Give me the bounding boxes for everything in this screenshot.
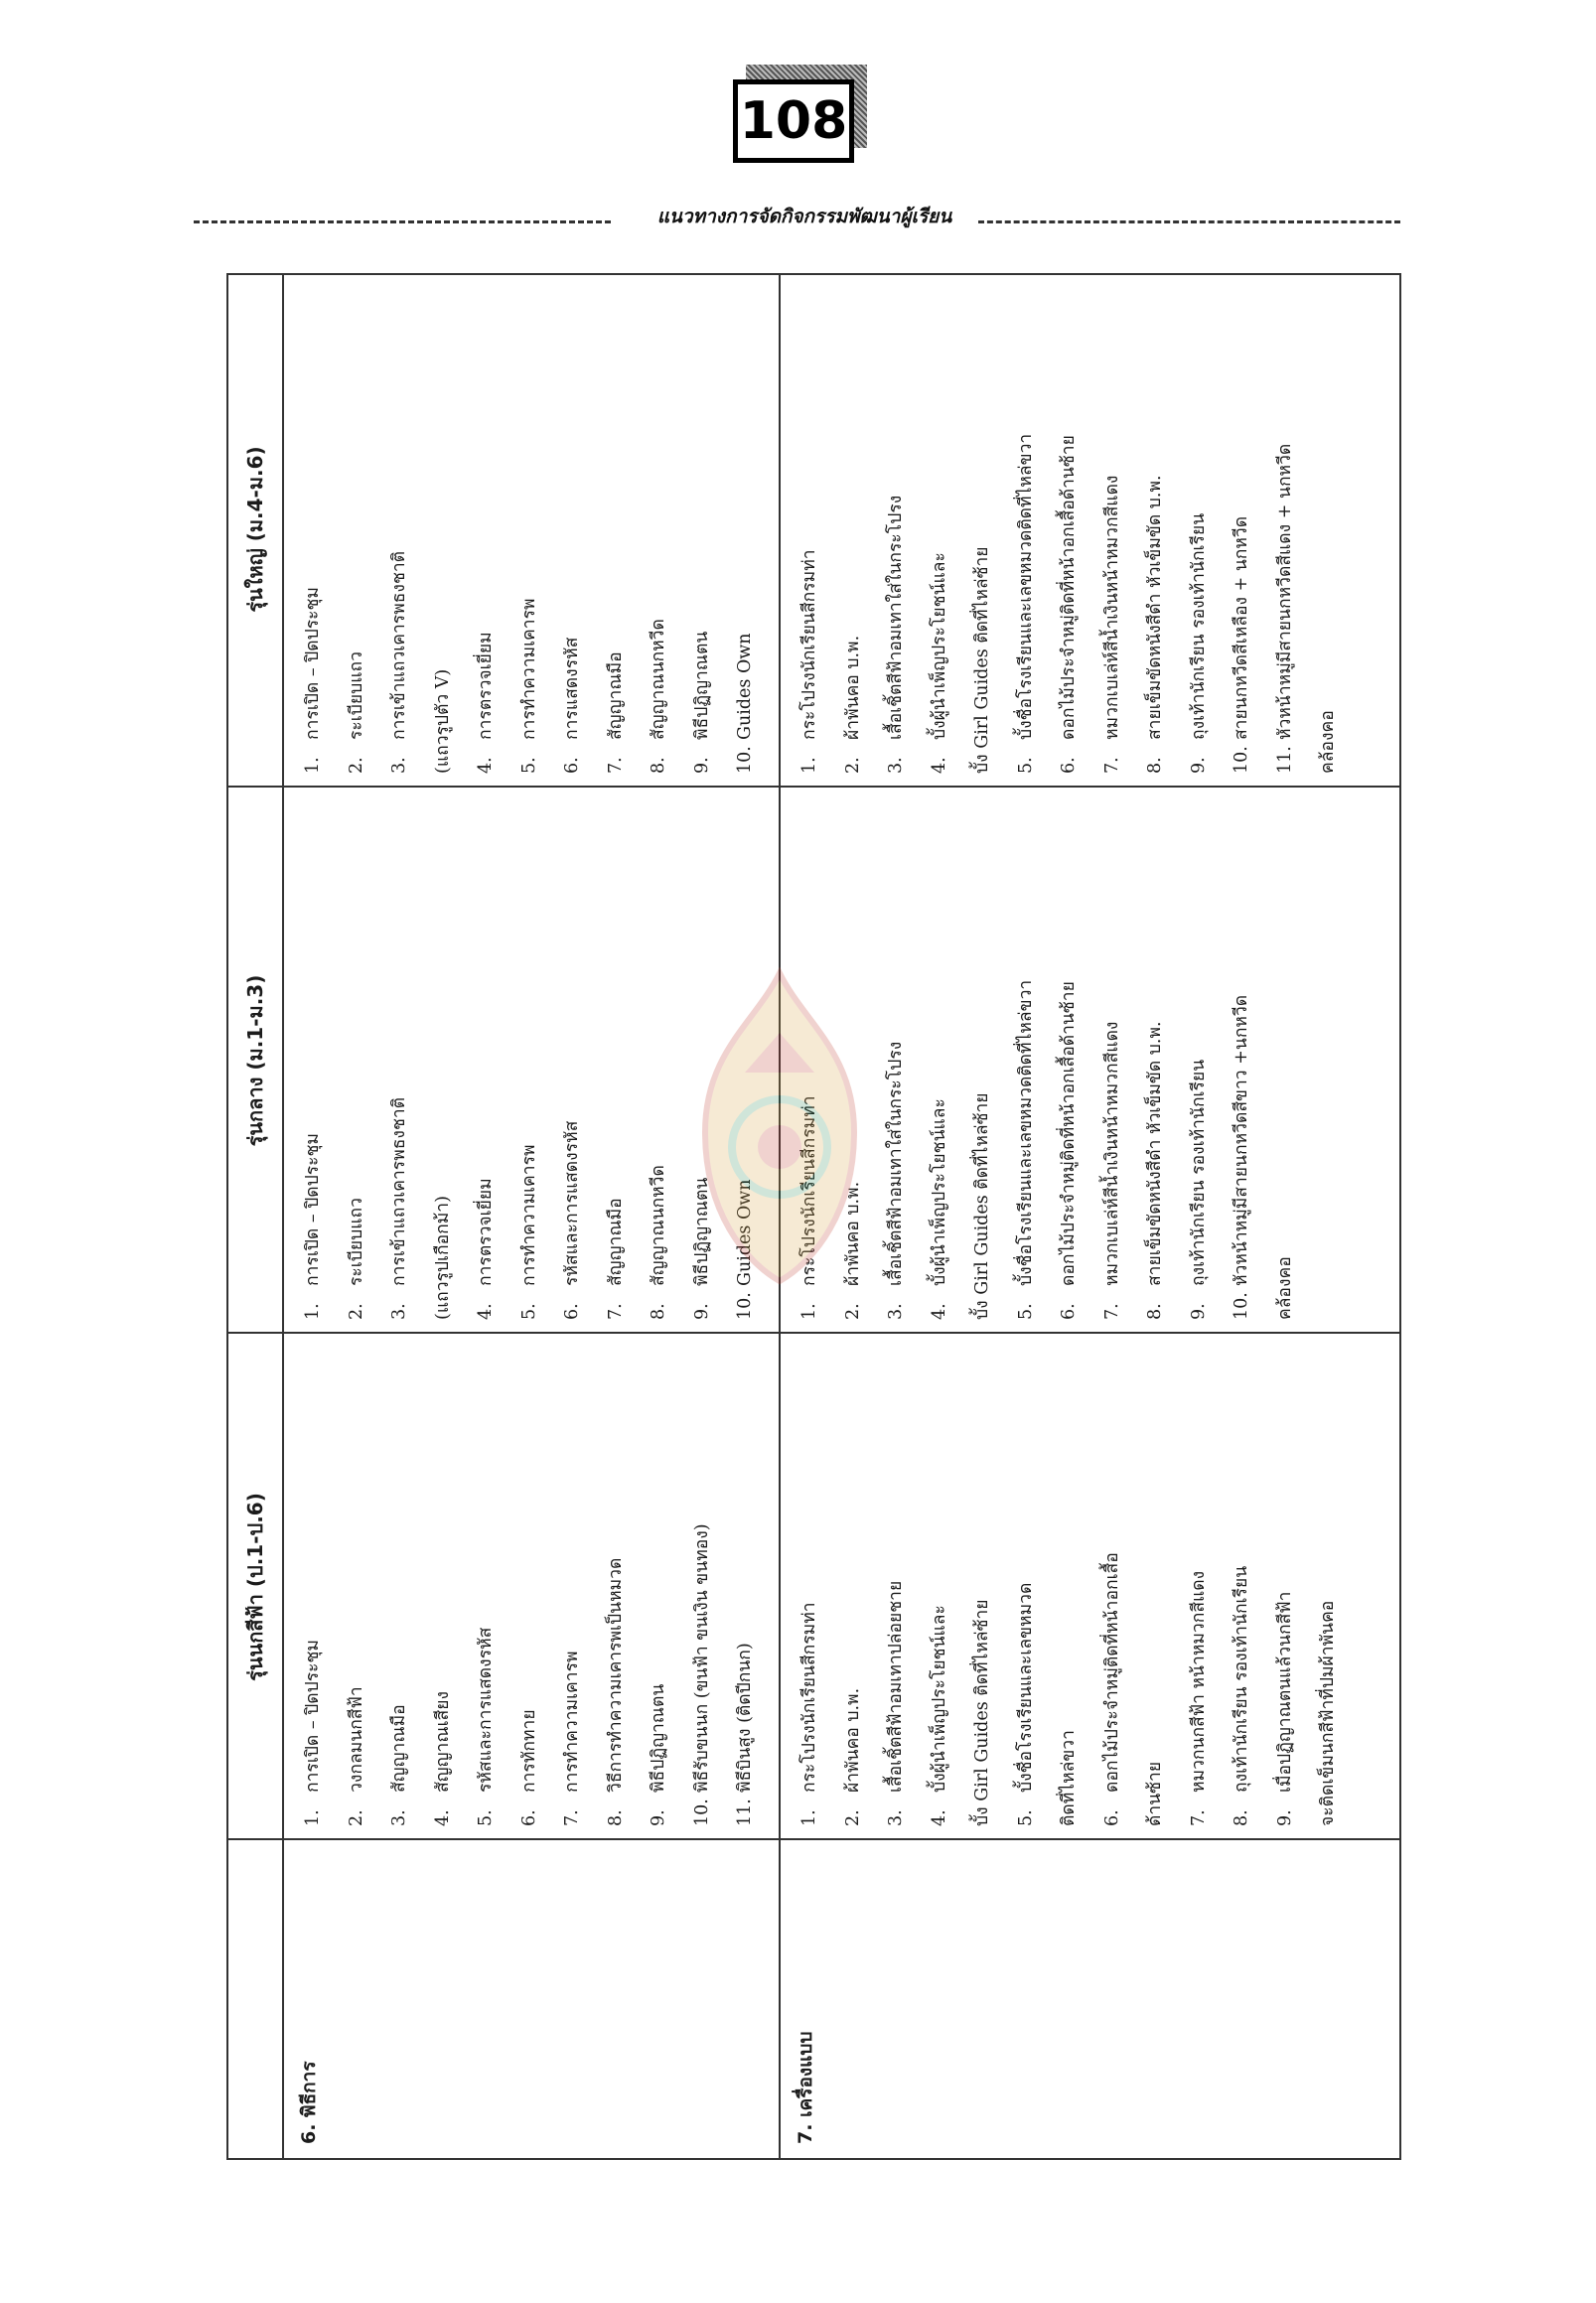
item-number: 7. [605, 1303, 626, 1320]
list-item [551, 1340, 595, 1826]
item-number: 1. [799, 757, 819, 774]
list-item [465, 277, 508, 774]
item-number: 8. [649, 757, 668, 774]
item-text: พิธีปฏิญาณตน [649, 1683, 668, 1793]
item-text: ดอกไม้ประจำหมู่ติดที่หน้าอกเสื้อด้านซ้าย [1059, 435, 1079, 740]
item-number: 5. [518, 1303, 539, 1320]
item-text: บั้ง Girl Guides ติดที่ไหล่ซ้าย [972, 546, 992, 774]
item-text: พิธีปฏิญาณตน [691, 1177, 712, 1286]
list-item [681, 793, 725, 1320]
item-text: การเปิด – ปิดประชุม [303, 1640, 323, 1793]
item-text: กระโปรงนักเรียนสีกรมท่า [799, 549, 819, 740]
list-item [422, 277, 466, 774]
item-number: 4. [476, 757, 496, 774]
senior-ceremony-list [292, 277, 768, 774]
item-number: 6. [1101, 1809, 1122, 1826]
list-item [1134, 1340, 1178, 1826]
list-item [919, 277, 962, 774]
item-number: 10. [1232, 746, 1251, 774]
item-text: สัญญาณนกหวีด [649, 1165, 668, 1286]
list-item [961, 277, 1005, 774]
list-item [1221, 793, 1264, 1320]
item-text: ด้านซ้าย [1145, 1761, 1165, 1826]
list-item [422, 793, 466, 1320]
running-header: แนวทางการจัดกิจกรรมพัฒนาผู้เรียน [656, 206, 952, 227]
list-item [336, 793, 379, 1320]
item-text: (แถวรูปตัว V) [432, 668, 453, 774]
list-item [681, 277, 725, 774]
item-text: ติดที่ไหล่ขวา [1059, 1730, 1079, 1826]
list-item [961, 1340, 1005, 1826]
senior-uniform-list [789, 277, 1351, 774]
item-text: เสื้อเชิ้ตสีฟ้าอมเทาใส่ในกระโปรง [886, 1041, 906, 1286]
list-item [961, 793, 1005, 1320]
item-number: 2. [842, 1809, 863, 1826]
header-topic [228, 1840, 282, 2158]
item-number: 11. [735, 1799, 755, 1826]
list-item [595, 1340, 639, 1826]
item-text: การเข้าแถวเคารพธงชาติ [389, 550, 409, 740]
list-item [1091, 277, 1135, 774]
item-text: Guides Own [735, 633, 755, 740]
item-text: สัญญาณนกหวีด [649, 619, 668, 740]
item-text: สัญญาณมือ [605, 1198, 626, 1286]
item-number: 2. [842, 757, 863, 774]
item-number: 3. [389, 757, 409, 774]
list-item [789, 277, 832, 774]
item-number: 8. [649, 1303, 668, 1320]
middle-uniform-list [789, 793, 1307, 1320]
list-item [378, 793, 422, 1320]
list-item [292, 277, 336, 774]
item-text: การเปิด – ปิดประชุม [303, 1133, 323, 1286]
item-text: สัญญาณมือ [605, 651, 626, 740]
item-text: ระเบียบแถว [346, 1198, 366, 1286]
item-text: ถุงเท้านักเรียน รองเท้านักเรียน [1232, 1565, 1251, 1793]
item-number: 3. [886, 757, 906, 774]
list-item [638, 793, 681, 1320]
list-item [1307, 1340, 1351, 1826]
list-item [378, 1340, 422, 1826]
list-item [1221, 1340, 1264, 1826]
list-item [292, 1340, 336, 1826]
table-row-ceremony [284, 275, 779, 2158]
item-text: การตรวจเยี่ยม [476, 632, 496, 740]
item-number: 2. [346, 757, 366, 774]
list-item [919, 1340, 962, 1826]
item-text: กระโปรงนักเรียนสีกรมท่า [799, 1095, 819, 1286]
table-header [228, 275, 284, 2158]
list-item [875, 277, 919, 774]
list-item [1048, 793, 1091, 1320]
item-text: ถุงเท้านักเรียน รองเท้านักเรียน [1188, 512, 1209, 740]
item-text: หัวหน้าหมู่มีสายนกหวีดสีขาว +นกหวีด [1232, 994, 1251, 1286]
item-text: สายเข็มขัดหนังสีดำ หัวเข็มขัด บ.พ. [1145, 1021, 1165, 1286]
list-item [1048, 1340, 1091, 1826]
item-text: เสื้อเชิ้ตสีฟ้าอมเทาปล่อยชาย [886, 1580, 906, 1793]
item-number: 9. [691, 757, 712, 774]
item-number: 11. [1274, 746, 1295, 774]
item-number: 7. [1101, 1303, 1122, 1320]
item-text: Guides Own [735, 1179, 755, 1286]
item-text: สัญญาณมือ [389, 1704, 409, 1793]
item-text: การเปิด – ปิดประชุม [303, 587, 323, 740]
item-number: 7. [605, 757, 626, 774]
item-number: 6. [1059, 757, 1079, 774]
list-item [832, 277, 876, 774]
header-divider [228, 1332, 282, 1334]
list-item [724, 1340, 768, 1826]
item-number: 7. [1101, 757, 1122, 774]
list-item [1134, 277, 1178, 774]
item-number: 8. [605, 1809, 626, 1826]
list-item [336, 277, 379, 774]
header-divider [228, 786, 282, 788]
item-text: บั้งชื่อโรงเรียนและเลขหมวดติดที่ไหล่ขวา [1015, 433, 1036, 740]
item-number: 4. [432, 1809, 453, 1826]
list-item [681, 1340, 725, 1826]
list-item [508, 277, 552, 774]
item-text: บั้ง Girl Guides ติดที่ไหล่ซ้าย [972, 1599, 992, 1826]
bluebird-uniform-list [789, 1340, 1351, 1826]
header-middle: รุ่นกลาง (ม.1-ม.3) [243, 974, 267, 1147]
table-body [284, 275, 1401, 2158]
item-number: 4. [929, 1303, 949, 1320]
header-senior: รุ่นใหญ่ (ม.4-ม.6) [243, 446, 267, 613]
item-number: 4. [929, 757, 949, 774]
item-text: หมวกนกสีฟ้า หน้าหมวกสีแดง [1188, 1570, 1209, 1793]
list-item [1264, 793, 1308, 1320]
item-number: 10. [735, 1292, 755, 1320]
item-text: การทำความเคารพ [562, 1651, 582, 1793]
item-number: 1. [303, 1303, 323, 1320]
item-text: คล้องคอ [1274, 1256, 1295, 1320]
item-number: 3. [389, 1809, 409, 1826]
item-number: 3. [389, 1303, 409, 1320]
list-item [378, 277, 422, 774]
item-number: 7. [562, 1809, 582, 1826]
list-item [595, 277, 639, 774]
item-number: 9. [691, 1303, 712, 1320]
item-number: 10. [691, 1799, 712, 1826]
item-number: 10. [735, 746, 755, 774]
item-number: 2. [842, 1303, 863, 1320]
list-item [508, 1340, 552, 1826]
item-number: 9. [1188, 757, 1209, 774]
item-number: 9. [649, 1809, 668, 1826]
item-number: 1. [799, 1809, 819, 1826]
item-text: บั้งผู้นำเพ็ญประโยชน์และ [929, 1098, 949, 1286]
item-text: บั้งผู้นำเพ็ญประโยชน์และ [929, 552, 949, 740]
list-item [1178, 1340, 1222, 1826]
item-number: 8. [1232, 1809, 1251, 1826]
item-number: 8. [1145, 1303, 1165, 1320]
list-item [875, 1340, 919, 1826]
item-text: การทำความเคารพ [518, 598, 539, 740]
item-text: ผ้าพันคอ บ.พ. [842, 1181, 863, 1286]
list-item [789, 1340, 832, 1826]
list-item [1264, 1340, 1308, 1826]
list-item [508, 793, 552, 1320]
list-item [551, 793, 595, 1320]
list-item [919, 793, 962, 1320]
item-number: 4. [929, 1809, 949, 1826]
list-item [1264, 277, 1308, 774]
item-number: 3. [886, 1809, 906, 1826]
list-item [724, 277, 768, 774]
page-number: 108 [739, 91, 848, 151]
list-item [1091, 1340, 1135, 1826]
item-number: 9. [1188, 1303, 1209, 1320]
item-number: 4. [476, 1303, 496, 1320]
item-text: (แถวรูปเกือกม้า) [432, 1196, 453, 1320]
header-bluebird: รุ่นนกสีฟ้า (ป.1-ป.6) [243, 1493, 267, 1681]
list-item [875, 793, 919, 1320]
item-number: 5. [518, 757, 539, 774]
list-item [336, 1340, 379, 1826]
item-number: 5. [1015, 1303, 1036, 1320]
header-rule-right [978, 220, 1400, 223]
item-text: ถุงเท้านักเรียน รองเท้านักเรียน [1188, 1059, 1209, 1286]
page-number-box [733, 79, 854, 163]
list-item [1005, 277, 1049, 774]
list-item [1221, 277, 1264, 774]
item-number: 6. [1059, 1303, 1079, 1320]
item-text: จะติดเข็มนกสีฟ้าที่ปมผ้าพันคอ [1318, 1600, 1338, 1826]
item-number: 5. [1015, 1809, 1036, 1826]
bluebird-ceremony-list [292, 1340, 768, 1826]
item-text: บั้งชื่อโรงเรียนและเลขหมวดติดที่ไหล่ขวา [1015, 979, 1036, 1286]
row-topic: 6. พิธีการ [298, 2061, 320, 2144]
item-number: 6. [562, 757, 582, 774]
list-item [1005, 793, 1049, 1320]
item-number: 2. [346, 1809, 366, 1826]
item-text: การทักทาย [518, 1709, 539, 1793]
activity-table [226, 273, 1401, 2160]
list-item [724, 793, 768, 1320]
list-item [638, 277, 681, 774]
list-item [292, 793, 336, 1320]
list-item [1134, 793, 1178, 1320]
item-text: สายเข็มขัดหนังสีดำ หัวเข็มขัด บ.พ. [1145, 475, 1165, 740]
item-number: 2. [346, 1303, 366, 1320]
item-text: การทำความเคารพ [518, 1144, 539, 1286]
item-number: 1. [799, 1303, 819, 1320]
list-item [1005, 1340, 1049, 1826]
list-item [1048, 277, 1091, 774]
item-text: การเข้าแถวเคารพธงชาติ [389, 1096, 409, 1286]
list-item [465, 793, 508, 1320]
item-text: เสื้อเชิ้ตสีฟ้าอมเทาใส่ในกระโปรง [886, 495, 906, 740]
item-text: พิธีปฏิญาณตน [691, 631, 712, 740]
list-item [1307, 277, 1351, 774]
item-text: การตรวจเยี่ยม [476, 1178, 496, 1286]
item-text: หมวกเบเล่ห์สีน้ำเงินหน้าหมวกสีแดง [1101, 1021, 1122, 1286]
item-text: พิธีรับขนนก (ขนฟ้า ขนเงิน ขนทอง) [691, 1523, 712, 1793]
item-number: 1. [303, 1809, 323, 1826]
item-number: 6. [518, 1809, 539, 1826]
list-item [1091, 793, 1135, 1320]
item-text: วงกลมนกสีฟ้า [346, 1686, 366, 1793]
item-text: ผ้าพันคอ บ.พ. [842, 1687, 863, 1793]
item-text: ผ้าพันคอ บ.พ. [842, 635, 863, 740]
list-item [832, 1340, 876, 1826]
item-text: บั้งชื่อโรงเรียนและเลขหมวด [1015, 1582, 1036, 1793]
item-number: 6. [562, 1303, 582, 1320]
item-text: ระเบียบแถว [346, 651, 366, 740]
list-item [595, 793, 639, 1320]
item-text: ดอกไม้ประจำหมู่ติดที่หน้าอกเสื้อด้านซ้าย [1059, 981, 1079, 1286]
list-item [1178, 277, 1222, 774]
item-number: 5. [476, 1809, 496, 1826]
item-text: เมื่อปฏิญาณตนแล้วนกสีฟ้า [1274, 1591, 1295, 1793]
item-text: รหัสและการแสดงรหัส [562, 1120, 582, 1286]
item-text: กระโปรงนักเรียนสีกรมท่า [799, 1602, 819, 1793]
item-text: ดอกไม้ประจำหมู่ติดที่หน้าอกเสื้อ [1101, 1552, 1122, 1793]
item-text: บั้งผู้นำเพ็ญประโยชน์และ [929, 1605, 949, 1793]
table-row-uniform [781, 275, 1401, 2158]
row-topic: 7. เครื่องแบบ [795, 2031, 816, 2144]
item-text: สายนกหวีดสีเหลือง + นกหวีด [1232, 515, 1251, 740]
item-text: พิธีบินสูง (ติดปีกนก) [735, 1643, 755, 1793]
list-item [832, 793, 876, 1320]
item-text: หัวหน้าหมู่มีสายนกหวีดสีแดง + นกหวีด [1274, 443, 1295, 740]
item-text: บั้ง Girl Guides ติดที่ไหล่ซ้าย [972, 1092, 992, 1320]
item-text: การแสดงรหัส [562, 637, 582, 740]
item-number: 5. [1015, 757, 1036, 774]
item-number: 9. [1274, 1809, 1295, 1826]
list-item [789, 793, 832, 1320]
item-number: 1. [303, 757, 323, 774]
list-item [551, 277, 595, 774]
item-text: คล้องคอ [1318, 710, 1338, 774]
item-number: 8. [1145, 757, 1165, 774]
header-rule-left [194, 220, 611, 223]
header-divider [228, 1838, 282, 1840]
item-text: หมวกเบเล่ห์สีน้ำเงินหน้าหมวกสีแดง [1101, 475, 1122, 740]
list-item [422, 1340, 466, 1826]
middle-ceremony-list [292, 793, 768, 1320]
item-text: วิธีการทำความเคารพเป็นหมวด [605, 1557, 626, 1793]
list-item [638, 1340, 681, 1826]
item-number: 10. [1232, 1292, 1251, 1320]
item-number: 7. [1188, 1809, 1209, 1826]
item-text: สัญญาณเสียง [432, 1690, 453, 1793]
list-item [1178, 793, 1222, 1320]
item-text: รหัสและการแสดงรหัส [476, 1627, 496, 1793]
list-item [465, 1340, 508, 1826]
item-number: 3. [886, 1303, 906, 1320]
